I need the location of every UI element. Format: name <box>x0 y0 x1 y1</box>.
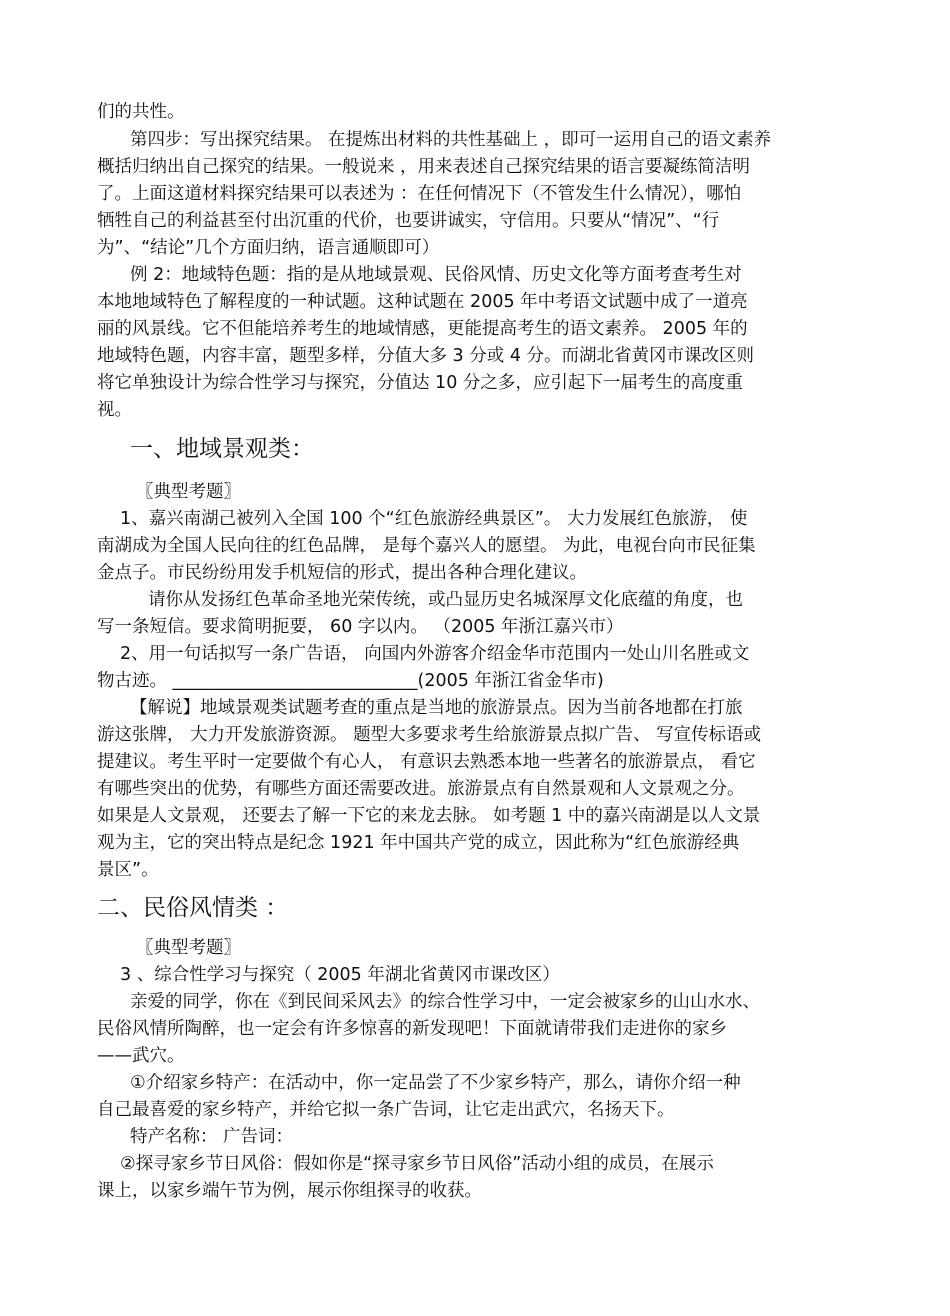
text-line: 景区”。 <box>97 860 159 880</box>
text-line: 如果是人文景观， 还要去了解一下它的来龙去脉。 如考题 1 中的嘉兴南湖是以人文景 <box>97 806 761 826</box>
text-line: 物古迹。 ____________________________(2005 年浙江省金华市) <box>97 671 604 691</box>
text-line: 视。 <box>97 400 132 420</box>
text-line: 概括归纳出自己探究的结果。一般说来 ，用来表述自己探究结果的语言要凝练简洁明 <box>97 157 751 177</box>
text-line: 写一条短信。要求简明扼要， 60 字以内。 （2005 年浙江嘉兴市） <box>97 617 624 637</box>
text-line: 为”、“结论”几个方面归纳，语言通顺即可） <box>97 238 440 258</box>
text-line: 民俗风情所陶醉，也一定会有许多惊喜的新发现吧！下面就请带我们走进你的家乡 <box>97 1019 727 1039</box>
text-line: 课上，以家乡端午节为例，展示你组探寻的收获。 <box>97 1181 482 1201</box>
section-heading: 二、民俗风情类 ： <box>97 895 289 921</box>
text-line: 1、嘉兴南湖己被列入全国 100 个“红色旅游经典景区”。 大力发展红色旅游， 使 <box>120 509 748 529</box>
text-line: 提建议。考生平时一定要做个有心人， 有意识去熟悉本地一些著名的旅游景点， 看它 <box>97 752 756 772</box>
text-line: 游这张牌， 大力开发旅游资源。 题型大多要求考生给旅游景点拟广告、 写宣传标语或 <box>97 725 762 745</box>
text-line: 特产名称： 广告词： <box>130 1127 294 1147</box>
text-line: 丽的风景线。它不但能培养考生的地域情感，更能提高考生的语文素养。 2005 年的 <box>97 319 748 339</box>
text-line: ②探寻家乡节日风俗：假如你是“探寻家乡节日风俗”活动小组的成员，在展示 <box>120 1154 714 1174</box>
text-line: 3 、综合性学习与探究（ 2005 年湖北省黄冈市课改区） <box>120 965 560 985</box>
text-line: 请你从发扬红色革命圣地光荣传统，或凸显历史名城深厚文化底蕴的角度，也 <box>148 590 743 610</box>
text-line: 金点子。市民纷纷用发手机短信的形式，提出各种合理化建议。 <box>97 563 587 583</box>
section-heading: 一、地域景观类： <box>130 436 314 462</box>
text-line: 了。上面这道材料探究结果可以表述为 ：在任何情况下（不管发生什么情况），哪怕 <box>97 184 742 204</box>
text-line: 自己最喜爱的家乡特产，并给它拟一条广告词，让它走出武穴，名扬天下。 <box>97 1100 675 1120</box>
text-line: 观为主，它的突出特点是纪念 1921 年中国共产党的成立，因此称为“红色旅游经典 <box>97 833 740 853</box>
text-line: 〖典型考题〗 <box>136 482 241 502</box>
text-line: 们的共性。 <box>97 102 185 122</box>
text-line: 有哪些突出的优势，有哪些方面还需要改进。旅游景点有自然景观和人文景观之分。 <box>97 779 745 799</box>
text-line: 南湖成为全国人民向往的红色品牌， 是每个嘉兴人的愿望。 为此，电视台向市民征集 <box>97 536 756 556</box>
text-line: 第四步：写出探究结果。 在提炼出材料的共性基础上 ，即可一运用自己的语文素养 <box>130 130 772 150</box>
text-line: 2、用一句话拟写一条广告语， 向国内外游客介绍金华市范围内一处山川名胜或文 <box>120 644 750 664</box>
text-line: 【解说】地域景观类试题考查的重点是当地的旅游景点。因为当前各地都在打旅 <box>130 698 743 718</box>
text-line: 牺牲自己的利益甚至付出沉重的代价，也要讲诚实，守信用。只要从“情况”、“行 <box>97 211 720 231</box>
text-line: 地域特色题，内容丰富，题型多样，分值大多 3 分或 4 分。而湖北省黄冈市课改区则 <box>97 346 755 366</box>
text-line: ——武穴。 <box>97 1046 185 1066</box>
text-line: 本地地域特色了解程度的一种试题。这种试题在 2005 年中考语文试题中成了一道亮 <box>97 292 748 312</box>
text-line: ①介绍家乡特产：在活动中，你一定品尝了不少家乡特产，那么，请你介绍一种 <box>130 1073 741 1093</box>
text-line: 例 2：地域特色题：指的是从地域景观、民俗风情、历史文化等方面考查考生对 <box>130 265 742 285</box>
text-line: 将它单独设计为综合性学习与探究，分值达 10 分之多，应引起下一届考生的高度重 <box>97 373 743 393</box>
text-line: 〖典型考题〗 <box>136 938 241 958</box>
text-line: 亲爱的同学，你在《到民间采风去》的综合性学习中，一定会被家乡的山山水水、 <box>130 992 760 1012</box>
